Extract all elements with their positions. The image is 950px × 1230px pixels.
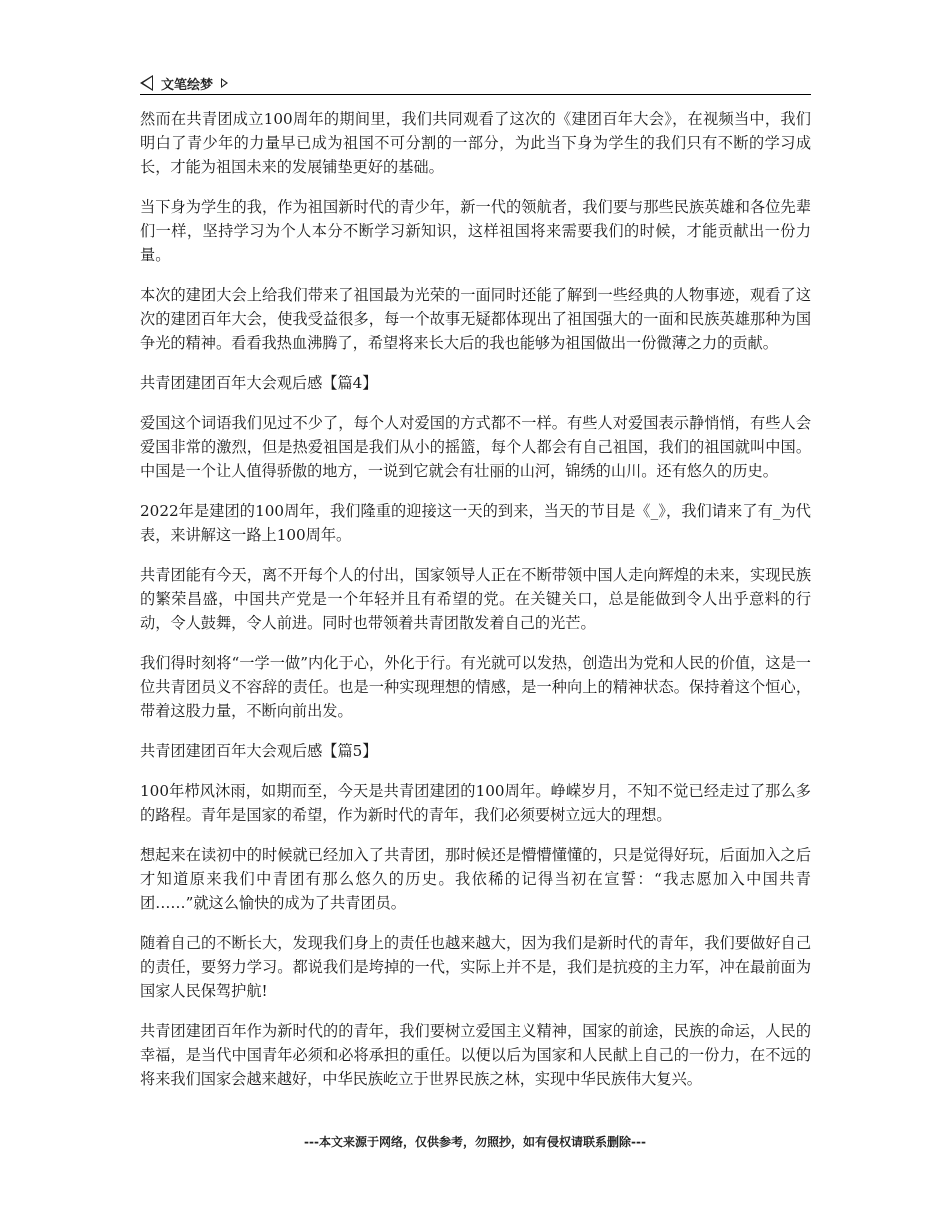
forward-triangle-icon [221,78,228,88]
page-header [140,72,811,95]
back-triangle-icon [140,75,153,91]
paragraph: 随着自己的不断长大，发现我们身上的责任也越来越大，因为我们是新时代的青年，我们要做好自己的责任，要努力学习。都说我们是垮掉的一代，实际上并不是，我们是抗疫的主力军，冲在最前面为国家人民保驾护航! [140,934,811,1000]
section-heading: 共青团建团百年大会观后感【篇5】 [140,742,378,760]
section-heading: 共青团建团百年大会观后感【篇4】 [140,374,378,392]
document-body [140,107,811,1107]
paragraph: 爱国这个词语我们见过不少了，每个人对爱国的方式都不一样。有些人对爱国表示静悄悄，有些人会爱国非常的激烈，但是热爱祖国是我们从小的摇篮，每个人都会有自己祖国，我们的祖国就叫中国。中国是一个让人值得骄傲的地方，一说到它就会有壮丽的山河，锦绣的山川。还有悠久的历史。 [140,414,811,480]
footer-disclaimer: ---本文来源于网络，仅供参考，勿照抄，如有侵权请联系删除--- [304,1135,646,1149]
paragraph: 共青团能有今天，离不开每个人的付出，国家领导人正在不断带领中国人走向辉煌的未来，实现民族的繁荣昌盛，中国共产党是一个年轻并且有希望的党。在关键关口，总是能做到令人出乎意料的行动，令人鼓舞，令人前进。同时也带领着共青团散发着自己的光芒。 [140,566,811,632]
paragraph: 想起来在读初中的时候就已经加入了共青团，那时候还是懵懵懂懂的，只是觉得好玩，后面加入之后才知道原来我们中青团有那么悠久的历史。我依稀的记得当初在宣誓：“我志愿加入中国共青团……”就这么愉快的成为了共青团员。 [140,846,811,912]
paragraph: 共青团建团百年作为新时代的的青年，我们要树立爱国主义精神，国家的前途，民族的命运，人民的幸福，是当代中国青年必须和必将承担的重任。以便以后为国家和人民献上自己的一份力，在不远的将来我们国家会越来越好，中华民族屹立于世界民族之林，实现中华民族伟大复兴。 [140,1022,811,1088]
header-title: 文笔绘梦 [161,77,214,93]
paragraph: 然而在共青团成立100周年的期间里，我们共同观看了这次的《建团百年大会》，在视频当中，我们明白了青少年的力量早已成为祖国不可分割的一部分，为此当下身为学生的我们只有不断的学习成长，才能为祖国未来的发展铺垫更好的基础。 [140,110,811,176]
paragraph: 100年栉风沐雨，如期而至，今天是共青团建团的100周年。峥嵘岁月，不知不觉已经走过了那么多的路程。青年是国家的希望，作为新时代的青年，我们必须要树立远大的理想。 [140,782,811,824]
paragraph: 我们得时刻将“一学一做”内化于心，外化于行。有光就可以发热，创造出为党和人民的价值，这是一位共青团员义不容辞的责任。也是一种实现理想的情感，是一种向上的精神状态。保持着这个恒心，带着这股力量，不断向前出发。 [140,654,811,720]
paragraph: 当下身为学生的我，作为祖国新时代的青少年，新一代的领航者，我们要与那些民族英雄和各位先辈们一样，坚持学习为个人本分不断学习新知识，这样祖国将来需要我们的时候，才能贡献出一份力量。 [140,198,811,264]
paragraph: 本次的建团大会上给我们带来了祖国最为光荣的一面同时还能了解到一些经典的人物事迹，观看了这次的建团百年大会，使我受益很多，每一个故事无疑都体现出了祖国强大的一面和民族英雄那种为国争光的精神。看看我热血沸腾了，希望将来长大后的我也能够为祖国做出一份微薄之力的贡献。 [140,286,811,352]
paragraph: 2022年是建团的100周年，我们隆重的迎接这一天的到来，当天的节目是《_》，我们请来了有_为代表，来讲解这一路上100周年。 [140,502,811,544]
